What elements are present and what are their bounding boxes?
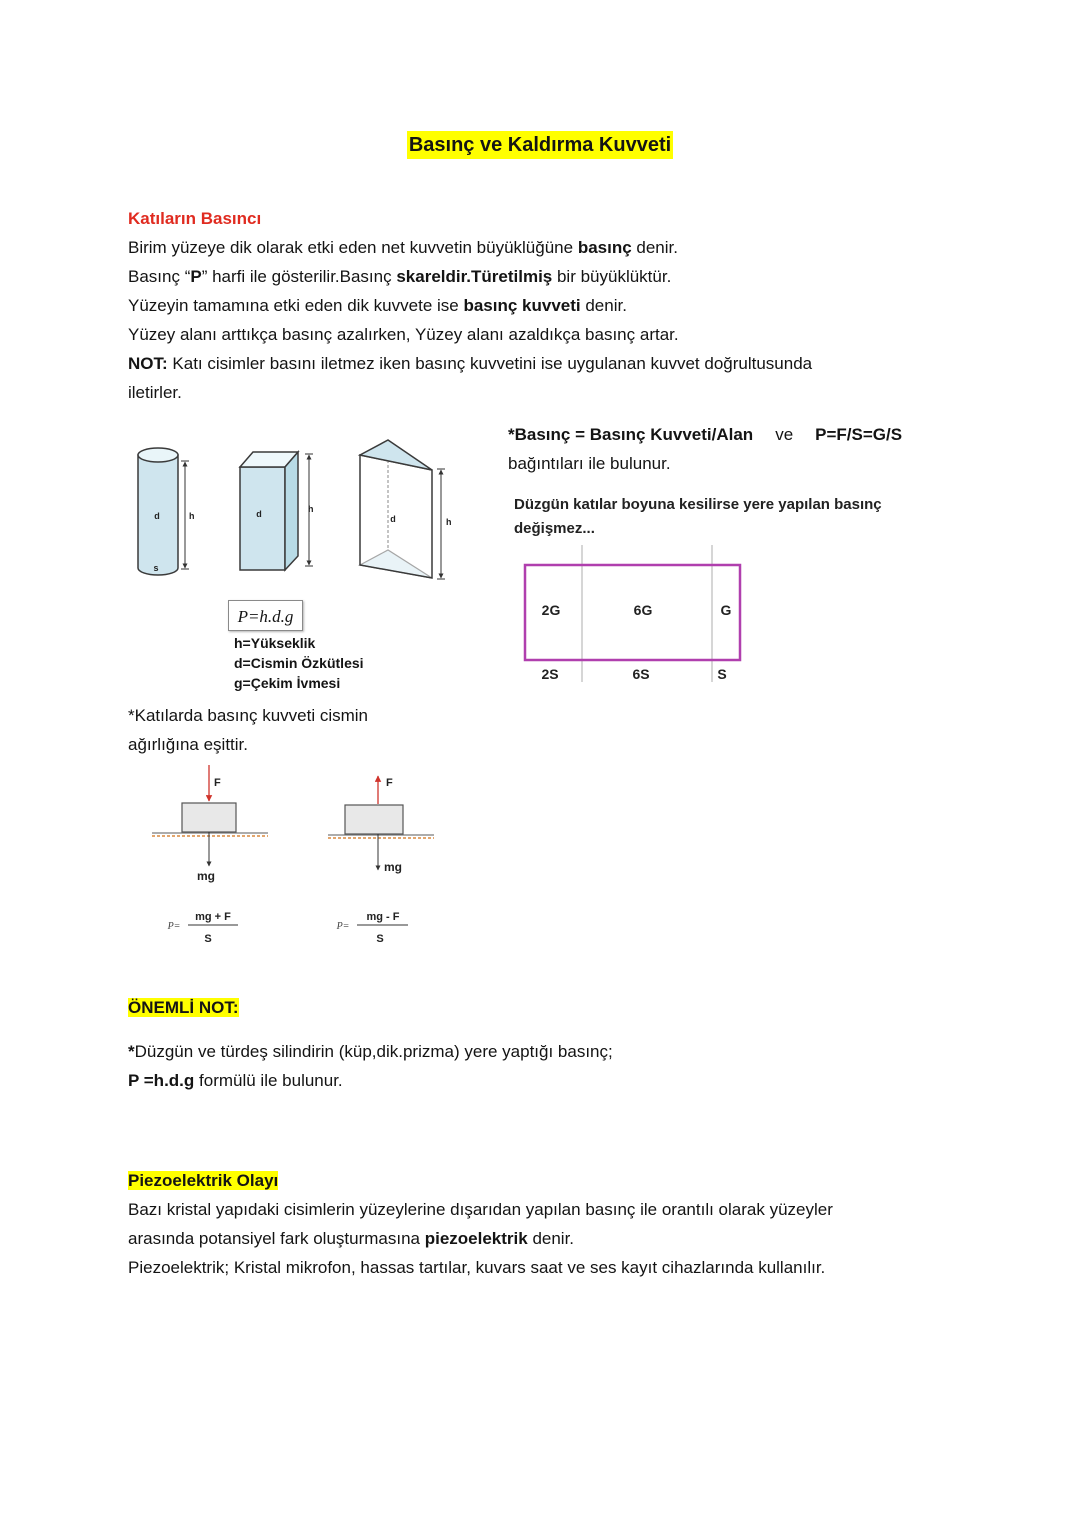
relation-formula: *Basınç = Basınç Kuvveti/Alan [508,425,754,444]
section-heading-solids: Katıların Basıncı [128,209,262,228]
force-label: F [214,777,221,789]
force-diagram-pull-up [328,776,434,945]
paragraph-line: iletirler. [128,383,182,402]
paragraph-line [128,291,812,320]
paragraph-line [128,233,812,262]
relation-line: bağıntıları ile bulunur. [508,454,671,473]
important-note-heading-row [128,993,239,1022]
paragraph-line [128,1224,833,1253]
text-run: denir. [527,1229,575,1248]
rect-prism-front [240,467,285,570]
piezo-heading-row [128,1166,833,1195]
pressure-formula-box: P=h.d.g [228,600,303,631]
area-label-s: S [717,666,727,682]
solid-shapes-figure [128,430,468,590]
piezo-section [128,1166,833,1282]
relation-joiner: ve [775,425,794,444]
force-diagrams-figure [140,760,450,950]
force-note [128,701,368,759]
force-label: F [386,777,393,789]
bold-term: P =h.d.g [128,1071,195,1090]
fraction-denominator: S [204,933,212,945]
bold-term: basınç kuvveti [463,296,581,315]
weight-label-6g: 6G [633,602,653,618]
paragraph-line: Piezoelektrik; Kristal mikrofon, hassas tartılar, kuvars saat ve ses kayıt cihazlarında kullanılır. [128,1258,826,1277]
text-run: formülü ile bulunur. [194,1071,343,1090]
rect-prism-height-label: h [308,504,314,514]
text-run: Katı cisimler basını iletmez iken basınç kuvvetini ise uygulanan kuvvet doğrultusunda [167,354,813,373]
text-run: Birim yüzeye dik olarak etki eden net kuvvetin büyüklüğüne [128,238,578,257]
text-run: Düzgün ve türdeş silindirin (küp,dik.prizma) yere yaptığı basınç; [134,1042,613,1061]
text-run: ” harfi ile gösterilir.Basınç [201,267,397,286]
text-run: arasında potansiyel fark oluşturmasına [128,1229,425,1248]
paragraph-line: Yüzey alanı arttıkça basınç azalırken, Yüzey alanı azaldıkça basınç artar. [128,325,679,344]
text-run: bir büyüklüktür. [552,267,672,286]
rect-prism-density-label: d [256,509,262,519]
tri-prism-height-label: h [446,517,452,527]
weight-label-2g: 2G [541,602,561,618]
cylinder-density-label: d [154,511,160,521]
relation-line [508,420,902,449]
tri-prism-shape [360,440,452,579]
cylinder-top [138,448,178,462]
paragraph-line: Bazı kristal yapıdaki cisimlerin yüzeylerine dışarıdan yapılan basınç ile orantılı olarak yüzeyler [128,1200,833,1219]
paragraph-line: *Katılarda basınç kuvveti cismin [128,706,368,725]
legend-item: h=Yükseklik [234,635,316,651]
bold-term: piezoelektrik [424,1229,528,1248]
block [345,805,403,834]
legend-item: g=Çekim İvmesi [234,675,341,691]
pressure-symbol: P= [167,921,181,932]
paragraph-line: ağırlığına eşittir. [128,735,249,754]
title-row [0,131,1080,159]
note-line: Düzgün katılar boyuna kesilirse yere yapılan basınç [514,496,882,513]
asterisk: * [128,1042,135,1061]
bold-term: basınç [577,238,632,257]
cut-solids-note [514,493,882,541]
bold-term: P [190,267,202,286]
note-line: değişmez... [514,520,595,537]
block [182,803,236,832]
cylinder-shape [138,448,195,575]
bold-term: skareldir.Türetilmiş [396,267,553,286]
text-run: denir. [580,296,627,315]
paragraph-line [128,1066,613,1095]
paragraph-line [128,262,812,291]
paragraph-line [128,349,812,378]
fraction-denominator: S [376,933,384,945]
note-label: NOT: [128,354,168,373]
text-run: denir. [631,238,678,257]
tri-prism-density-label: d [390,514,396,524]
formula-legend [234,633,364,693]
pressure-relations [508,420,902,478]
text-run: Yüzeyin tamamına etki eden dik kuvvete ise [128,296,464,315]
weight-label-g: G [720,602,732,618]
important-note [128,1037,613,1095]
weight-label: mg [384,860,402,874]
weight-label: mg [197,869,215,883]
piezo-heading: Piezoelektrik Olayı [128,1171,279,1190]
fraction-numerator: mg + F [195,911,231,923]
rect-prism-side [285,452,298,570]
important-note-heading: ÖNEMLİ NOT: [128,998,239,1017]
cut-block-figure [500,540,760,690]
tri-prism-front [360,455,432,578]
cylinder-base-label: s [153,563,159,573]
pressure-symbol: P= [336,921,350,932]
area-label-6s: 6S [632,666,650,682]
relation-formula-2: P=F/S=G/S [815,425,903,444]
fraction-numerator: mg - F [366,911,400,923]
rect-prism-shape [240,452,314,570]
text-run: Basınç “ [128,267,191,286]
page-title: Basınç ve Kaldırma Kuvveti [407,131,673,159]
cylinder-height-label: h [189,511,195,521]
area-label-2s: 2S [541,666,559,682]
legend-item: d=Cismin Özkütlesi [234,655,364,671]
solids-pressure-section [128,204,812,407]
force-diagram-push-down [152,765,268,945]
paragraph-line [128,1037,613,1066]
